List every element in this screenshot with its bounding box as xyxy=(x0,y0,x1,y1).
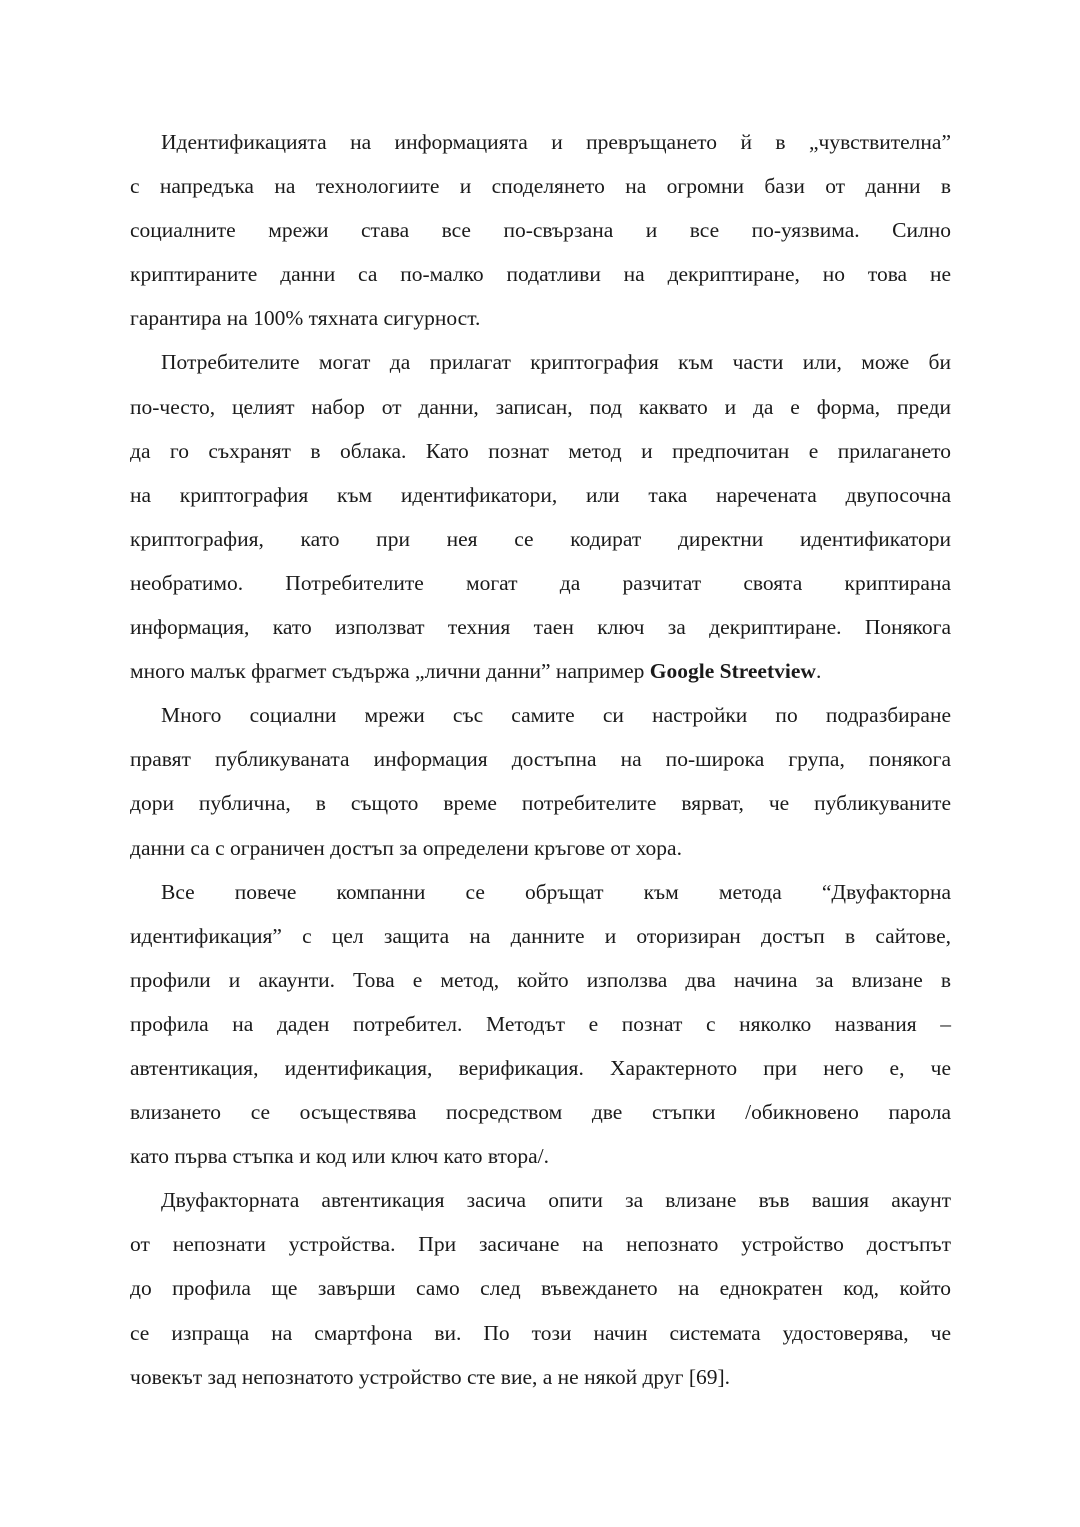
end-punctuation: . xyxy=(815,659,822,684)
document-page xyxy=(130,120,951,1399)
text-line: криптираните данни са по-малко податливи на декриптиране, но това не xyxy=(130,262,951,287)
text-line: профили и акаунти. Това е метод, който използва два начина за влизане в xyxy=(130,967,951,992)
text-line: социалните мрежи става все по-свързана и все по-уязвима. Силно xyxy=(130,218,951,243)
paragraph-4 xyxy=(130,870,951,1179)
text-line: данни са с ограничен достъп за определени кръгове от хора. xyxy=(130,835,682,860)
text-line: човекът зад непознатото устройство сте вие, а не някой друг [69]. xyxy=(130,1364,731,1389)
text-line: се изпраща на смартфона ви. По този начин системата удостоверява, че xyxy=(130,1320,951,1345)
text-line xyxy=(130,649,951,693)
line-text: много малък фрагмет съдържа „лични данни” например xyxy=(130,659,645,684)
text-line: криптография, като при нея се кодират директни идентификатори xyxy=(130,526,951,551)
text-line: с напредъка на технологиите и споделянето на огромни бази от данни в xyxy=(130,174,951,199)
text-line: автентикация, идентификация, верификация. Характерното при него е, че xyxy=(130,1055,951,1080)
text-line: от непознати устройства. При засичане на непознато устройство достъпът xyxy=(130,1232,951,1257)
bold-term: Google Streetview xyxy=(649,659,816,684)
paragraph-2 xyxy=(130,340,951,693)
text-line: правят публикуваната информация достъпна на по-широка група, понякога xyxy=(130,747,951,772)
paragraph-3 xyxy=(130,693,951,869)
text-line: Двуфакторната автентикация засича опити за влизане във вашия акаунт xyxy=(161,1188,951,1213)
text-line: информация, като използват техния таен ключ за декриптиране. Понякога xyxy=(130,615,951,640)
text-line: на криптография към идентификатори, или така наречената двупосочна xyxy=(130,482,951,507)
paragraph-1 xyxy=(130,120,951,340)
text-line: да го съхранят в облака. Като познат метод и предпочитан е прилагането xyxy=(130,438,951,463)
text-line: гарантира на 100% тяхната сигурност. xyxy=(130,306,481,331)
paragraph-5 xyxy=(130,1178,951,1398)
text-line: до профила ще завърши само след въвеждането на еднократен код, който xyxy=(130,1276,951,1301)
text-line: по-често, целият набор от данни, записан, под каквато и да е форма, преди xyxy=(130,394,951,419)
text-line: дори публична, в същото време потребителите вярват, че публикуваните xyxy=(130,791,951,816)
text-line: като първа стъпка и код или ключ като втора/. xyxy=(130,1144,549,1169)
text-line: идентификация” с цел защита на данните и оторизиран достъп в сайтове, xyxy=(130,923,951,948)
text-line: Все повече компанни се обръщат към метода “Двуфакторна xyxy=(161,879,951,904)
text-line: профила на даден потребител. Методът е познат с няколко названия – xyxy=(130,1011,951,1036)
text-line: Много социални мрежи със самите си настройки по подразбиране xyxy=(161,703,951,728)
text-line: Идентификацията на информацията и превръщането й в „чувствителна” xyxy=(161,130,951,154)
text-line: необратимо. Потребителите могат да разчитат своята криптирана xyxy=(130,570,951,595)
text-line: влизането се осъществява посредством две стъпки /обикновено парола xyxy=(130,1100,951,1125)
text-line: Потребителите могат да прилагат криптография към части или, може би xyxy=(161,350,951,375)
